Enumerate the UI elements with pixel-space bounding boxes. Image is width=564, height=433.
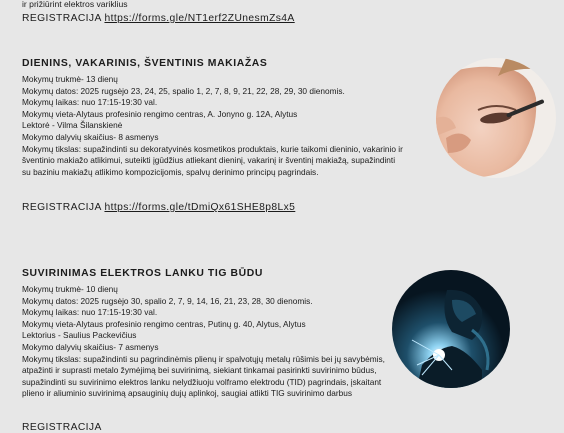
course-participants: Mokymo dalyvių skaičius- 7 asmenys	[22, 341, 159, 352]
course-title: DIENINS, VAKARINIS, ŠVENTINIS MAKIAŽAS	[22, 58, 268, 69]
course-title: SUVIRINIMAS ELEKTROS LANKU TIG BŪDU	[22, 268, 263, 279]
welding-photo	[392, 270, 510, 388]
course-place: Mokymų vieta-Alytaus profesinio rengimo centras, A. Jonyno g. 12A, Alytus	[22, 108, 298, 119]
course-duration: Mokymų trukmė- 10 dienų	[22, 284, 118, 294]
registration-label: REGISTRACIJA	[22, 13, 102, 24]
course-welding	[22, 268, 402, 400]
course-makeup	[22, 58, 402, 178]
course-dates: Mokymų datos: 2025 rugsėjo 23, 24, 25, spalio 1, 2, 7, 8, 9, 21, 22, 28, 29, 30 dienomis.	[22, 85, 345, 96]
registration-link[interactable]: https://forms.gle/tDmiQx61SHE8p8Lx5	[104, 202, 296, 213]
course-participants: Mokymo dalyvių skaičius- 8 asmenys	[22, 131, 159, 142]
course-lecturer: Lektorė - Vilma Šilanskienė	[22, 120, 123, 131]
course-lecturer: Lektorius - Saulius Packevičius	[22, 330, 137, 341]
course-goal: Mokymų tikslas: supažindinti su dekoratyvinės kosmetikos produktais, kurie taikomi dieninio, vakarinio ir šventinio makiažo atlikimui, suteikti įgūdžius atliekant dieninį, vakarinį ir šventinį makiažą, supažindinti su baziniu makiažų atlikimo kompozicijomis, spalvų derinimo principų pagrindais.	[22, 143, 403, 177]
course-makeup-registration	[22, 202, 295, 213]
course-duration: Mokymų trukmė- 13 dienų	[22, 74, 118, 84]
course-time: Mokymų laikas: nuo 17:15-19:30 val.	[22, 307, 158, 318]
registration-label: REGISTRACIJA	[22, 422, 102, 433]
makeup-photo	[436, 58, 556, 178]
course-dates: Mokymų datos: 2025 rugsėjo 30, spalio 2, 7, 9, 14, 16, 21, 23, 28, 30 dienomis.	[22, 295, 313, 306]
previous-registration	[22, 13, 295, 24]
course-goal: Mokymų tikslas: supažindinti su pagrindinėmis plienų ir spalvotųjų metalų rūšimis bei jų savybėmis, atpažinti ir suprasti metalo žymėjimą bei suvirinimą, siekiant tinkamai pasirinkti suvirinimo būdus, supažindinti su suvirinimo elektros lanku nelydžiuoju volframo elektrodu (TID) pagrindais, įskaitant plieno ir aliuminio suvirinimą apsauginių dujų aplinkoj, saugiai atlikti TIG suvirinimo darbus	[22, 353, 385, 399]
course-time: Mokymų laikas: nuo 17:15-19:30 val.	[22, 97, 158, 108]
registration-label: REGISTRACIJA	[22, 202, 102, 213]
course-place: Mokymų vieta-Alytaus profesinio rengimo centras, Putinų g. 40, Alytus, Alytus	[22, 318, 306, 329]
registration-link[interactable]: https://forms.gle/NT1erf2ZUnesmZs4A	[104, 13, 295, 24]
previous-course-fragment: ir prižiūrint elektros variklius	[22, 0, 128, 9]
